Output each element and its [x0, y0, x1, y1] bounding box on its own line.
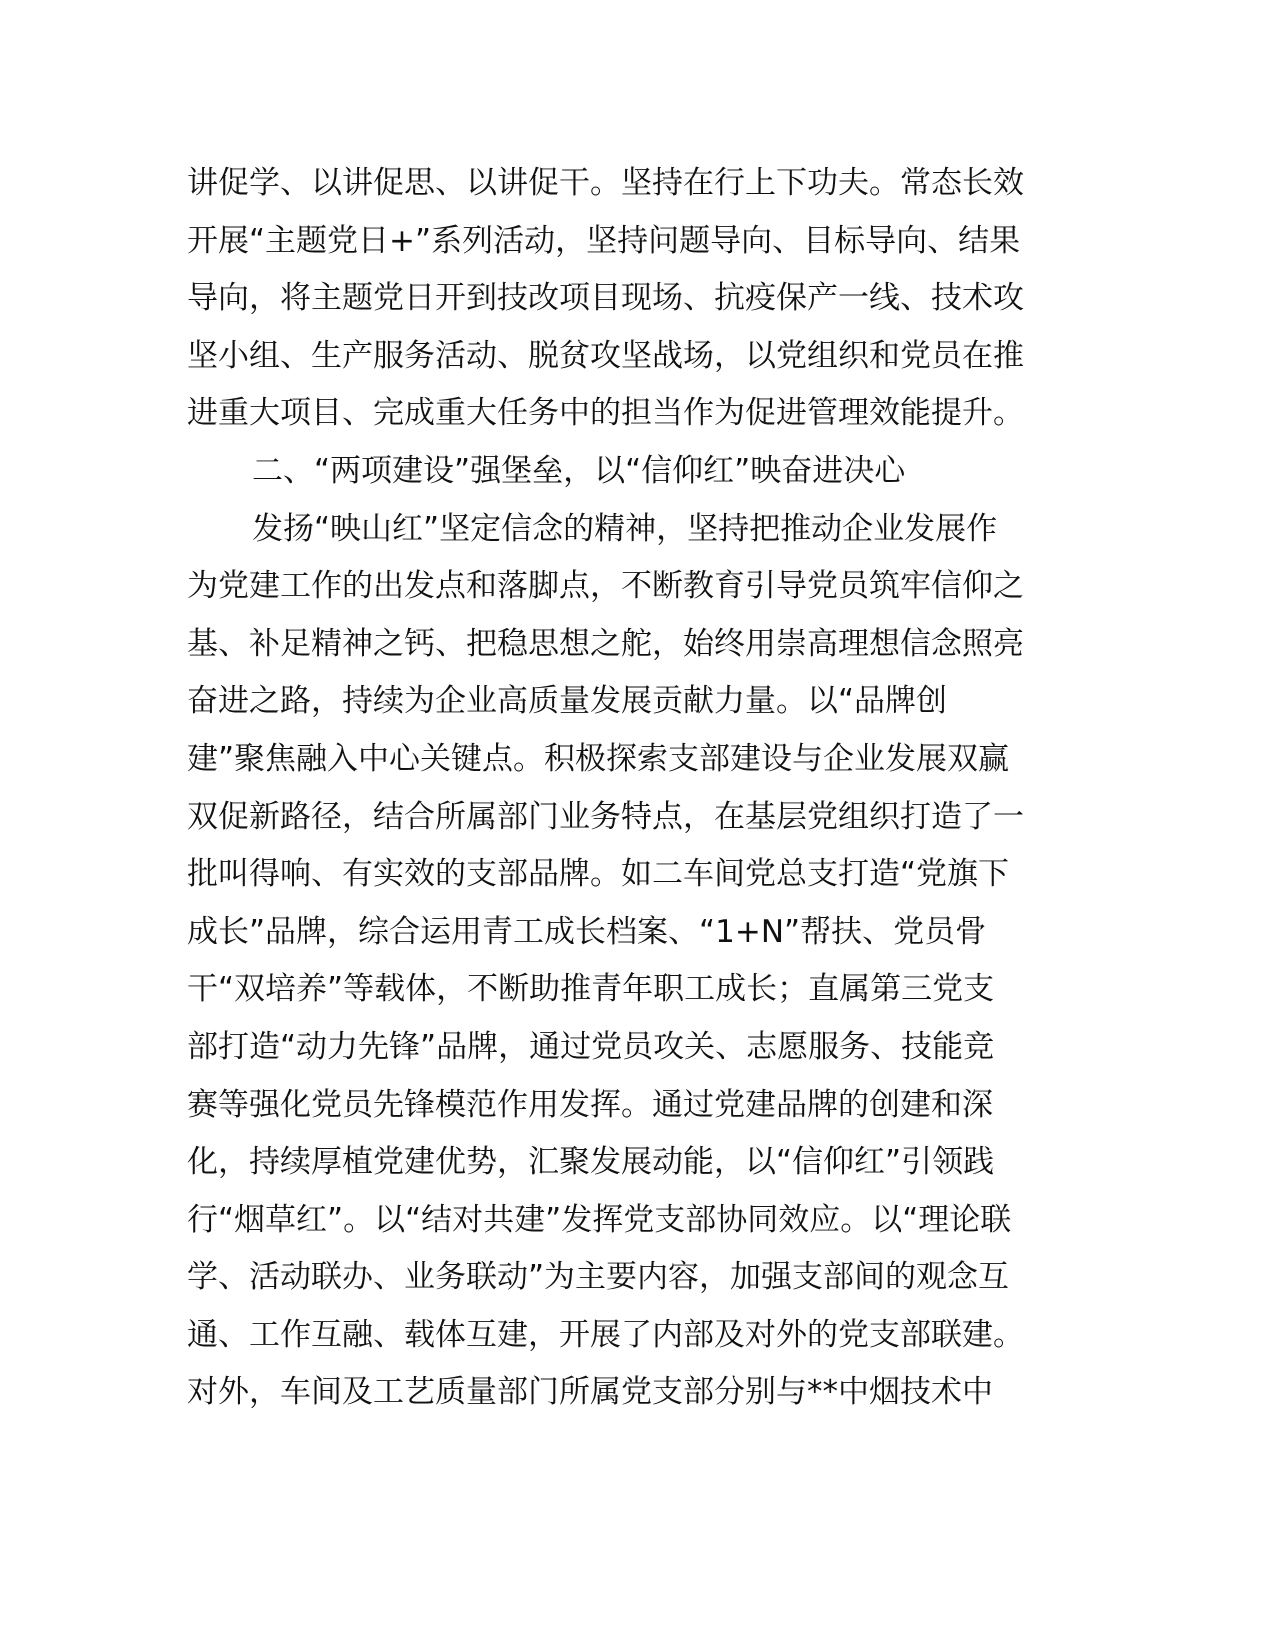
paragraph-line: 通、工作互融、载体互建，开展了内部及对外的党支部联建。	[187, 1316, 1024, 1353]
paragraph-line: 对外，车间及工艺质量部门所属党支部分别与**中烟技术中	[187, 1374, 993, 1411]
section-heading: 二、“两项建设”强堡垒，以“信仰红”映奋进决心	[252, 452, 906, 489]
paragraph-line: 双促新路径，结合所属部门业务特点，在基层党组织打造了一	[187, 798, 1024, 835]
paragraph-line: 发扬“映山红”坚定信念的精神，坚持把推动企业发展作	[252, 510, 998, 547]
paragraph-line: 基、补足精神之钙、把稳思想之舵，始终用崇高理想信念照亮	[187, 625, 1024, 662]
paragraph-line: 部打造“动力先锋”品牌，通过党员攻关、志愿服务、技能竞	[187, 1028, 995, 1065]
paragraph-line: 导向，将主题党日开到技改项目现场、抗疫保产一线、技术攻	[187, 280, 1024, 317]
paragraph-line: 进重大项目、完成重大任务中的担当作为促进管理效能提升。	[187, 395, 1024, 432]
paragraph-line: 干“双培养”等载体，不断助推青年职工成长；直属第三党支	[187, 971, 995, 1008]
paragraph-line: 化，持续厚植党建优势，汇聚发展动能，以“信仰红”引领践	[187, 1144, 995, 1181]
paragraph-line: 学、活动联办、业务联动”为主要内容，加强支部间的观念互	[187, 1259, 1010, 1296]
paragraph-line: 成长”品牌，综合运用青工成长档案、“1+N”帮扶、党员骨	[187, 913, 987, 950]
paragraph-line: 批叫得响、有实效的支部品牌。如二车间党总支打造“党旗下	[187, 856, 1010, 893]
paragraph-line: 赛等强化党员先锋模范作用发挥。通过党建品牌的创建和深	[187, 1086, 993, 1123]
paragraph-line: 坚小组、生产服务活动、脱贫攻坚战场，以党组织和党员在推	[187, 337, 1024, 374]
document-body	[187, 155, 1087, 1422]
paragraph-line: 建”聚焦融入中心关键点。积极探索支部建设与企业发展双赢	[187, 740, 1010, 777]
paragraph-line: 开展“主题党日+”系列活动，坚持问题导向、目标导向、结果	[187, 222, 1021, 259]
paragraph-line: 行“烟草红”。以“结对共建”发挥党支部协同效应。以“理论联	[187, 1201, 1012, 1238]
paragraph-line: 讲促学、以讲促思、以讲促干。坚持在行上下功夫。常态长效	[187, 165, 1024, 201]
paragraph-line: 奋进之路，持续为企业高质量发展贡献力量。以“品牌创	[187, 683, 948, 720]
paragraph-line: 为党建工作的出发点和落脚点，不断教育引导党员筑牢信仰之	[187, 568, 1024, 605]
